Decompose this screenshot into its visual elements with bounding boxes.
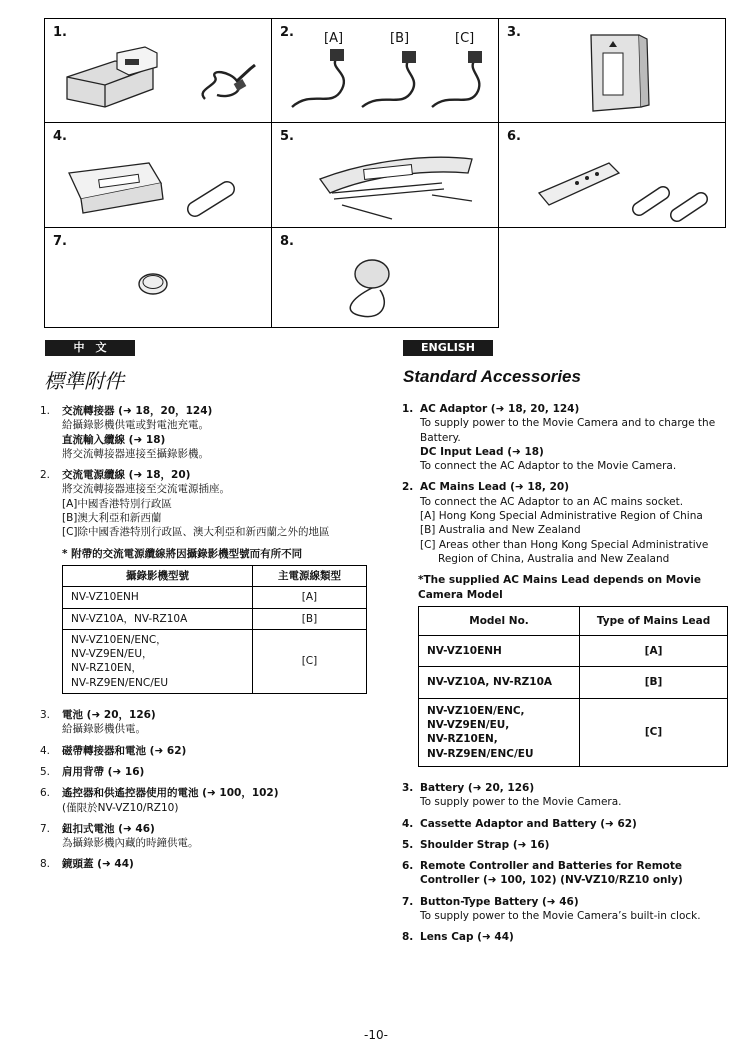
list-item — [40, 744, 370, 758]
item-heading: Lens Cap (➜ 44) — [420, 931, 514, 944]
cell-number: 6. — [507, 129, 521, 144]
item-number: 3. — [402, 781, 414, 794]
item-heading: 遙控器和供遙控器使用的電池 (➜ 100，102) — [62, 787, 279, 800]
table-cell: [A] — [580, 636, 728, 667]
item-heading: AC Adaptor (➜ 18, 20, 124) — [420, 403, 580, 415]
chinese-accessory-list — [40, 404, 370, 879]
item-number: 7. — [40, 822, 51, 835]
table-cell: [A] — [252, 587, 366, 608]
list-item — [402, 781, 728, 810]
item-text: To supply power to the Movie Camera’s built-in clock. — [420, 910, 701, 923]
item-number: 8. — [402, 931, 414, 944]
english-accessory-list — [402, 402, 728, 952]
cell-label-b: [B] — [390, 31, 410, 46]
item-heading: 電池 (➜ 20，126) — [62, 709, 156, 722]
item-text: 將交流轉接器連接至攝錄影機。 — [62, 447, 209, 460]
item-heading: 交流電源纜線 (➜ 18，20) — [62, 469, 191, 482]
battery-icon — [499, 19, 727, 124]
table-row — [419, 698, 728, 766]
illustration-button-battery — [44, 227, 272, 328]
item-heading: Button-Type Battery (➜ 46) — [420, 895, 579, 908]
cell-number: 8. — [280, 234, 294, 249]
item-heading: Remote Controller and Batteries for Remote Controller (➜ 100, 102) (NV-VZ10/RZ10 only) — [420, 860, 683, 887]
item-text: (僅限於NV-VZ10/RZ10) — [62, 801, 179, 814]
list-item — [40, 404, 370, 461]
cell-number: 1. — [53, 25, 67, 40]
item-heading: 交流轉接器 (➜ 18，20，124) — [62, 405, 213, 417]
list-item — [40, 765, 370, 779]
list-item — [40, 468, 370, 539]
item-heading: 直流輸入纜線 (➜ 18) — [62, 433, 166, 446]
item-text: To supply power to the Movie Camera. — [420, 796, 622, 809]
item-number: 5. — [40, 765, 51, 778]
table-cell: NV-VZ10EN/ENC, NV-VZ9EN/EU, NV-RZ10EN, NV-RZ9EN/ENC/EU — [419, 698, 580, 766]
item-heading: 肩用背帶 (➜ 16) — [62, 765, 145, 778]
table-header: Model No. — [419, 606, 580, 635]
mains-lead-table — [418, 606, 728, 767]
language-label-english: ENGLISH — [403, 340, 493, 356]
mains-lead-icon — [272, 19, 500, 124]
item-number: 4. — [40, 744, 51, 757]
item-number: 8. — [40, 858, 51, 871]
item-number: 2. — [40, 469, 51, 482]
item-number: 4. — [402, 817, 414, 830]
item-number: 7. — [402, 895, 414, 908]
item-text: To connect the AC Adaptor to the Movie Camera. — [420, 460, 677, 473]
table-header: 攝錄影機型號 — [63, 565, 253, 586]
page-title-chinese: 標準附件 — [44, 369, 124, 393]
remote-controller-icon — [499, 123, 727, 229]
item-text: 給攝錄影機供電。 — [62, 723, 146, 736]
item-number: 5. — [402, 838, 414, 851]
table-cell: [B] — [252, 608, 366, 629]
item-text: 為攝錄影機內藏的時鐘供電。 — [62, 837, 199, 850]
language-label-chinese: 中 文 — [45, 340, 135, 356]
table-header: Type of Mains Lead — [580, 606, 728, 635]
illustration-battery — [498, 18, 726, 123]
item-text: [C] Areas other than Hong Kong Special Administrative Region of China, Australia and New Zealand — [420, 538, 709, 565]
item-number: 1. — [402, 403, 414, 415]
illustration-ac-adaptor — [44, 18, 272, 123]
lens-cap-icon — [272, 228, 500, 329]
list-item — [402, 402, 728, 473]
item-heading: DC Input Lead (➜ 18) — [420, 445, 544, 458]
page-title-english: Standard Accessories — [403, 367, 581, 386]
table-row — [63, 608, 367, 629]
item-number: 2. — [402, 481, 414, 494]
item-text: [A] Hong Kong Special Administrative Region of China — [420, 510, 703, 523]
cell-number: 4. — [53, 129, 67, 144]
list-item — [40, 822, 370, 851]
table-row — [419, 667, 728, 698]
accessory-illustration-grid — [44, 18, 726, 328]
cassette-adaptor-icon — [45, 123, 273, 229]
item-text: [B] Australia and New Zealand — [420, 524, 581, 537]
item-heading: 鏡頭蓋 (➜ 44) — [62, 858, 134, 871]
item-heading: Cassette Adaptor and Battery (➜ 62) — [420, 817, 637, 830]
item-heading: 鈕扣式電池 (➜ 46) — [62, 822, 155, 835]
table-cell: [B] — [580, 667, 728, 698]
list-item — [402, 838, 728, 852]
table-row — [419, 636, 728, 667]
list-item — [40, 786, 370, 815]
item-text: To connect the AC Adaptor to an AC mains socket. — [420, 495, 684, 508]
table-note: * 附帶的交流電源纜線將因攝錄影機型號而有所不同 — [62, 547, 303, 560]
table-cell: [C] — [580, 698, 728, 766]
item-heading: AC Mains Lead (➜ 18, 20) — [420, 481, 569, 494]
shoulder-strap-icon — [272, 123, 500, 229]
list-item — [402, 895, 728, 924]
illustration-ac-mains-leads — [271, 18, 499, 123]
cell-number: 3. — [507, 25, 521, 40]
item-number: 1. — [40, 405, 51, 417]
table-header: 主電源線類型 — [252, 565, 366, 586]
item-heading: Battery (➜ 20, 126) — [420, 781, 535, 794]
illustration-remote-controller — [498, 122, 726, 228]
list-item — [402, 817, 728, 831]
item-number: 6. — [40, 787, 51, 800]
list-item — [40, 708, 370, 737]
ac-adaptor-icon — [45, 19, 273, 124]
cell-label-c: [C] — [455, 31, 475, 46]
item-text: 將交流轉接器連接至交流電源插座。 — [62, 483, 230, 496]
item-heading: 磁帶轉接器和電池 (➜ 62) — [62, 744, 187, 757]
list-item — [402, 859, 728, 888]
button-battery-icon — [45, 228, 273, 329]
list-item — [40, 857, 370, 871]
item-text: To supply power to the Movie Camera and to charge the Battery. — [420, 417, 716, 444]
cell-number: 2. — [280, 25, 294, 40]
cell-label-a: [A] — [324, 31, 344, 46]
table-cell: NV-VZ10A，NV-RZ10A — [63, 608, 253, 629]
item-number: 6. — [402, 860, 414, 873]
table-cell: NV-VZ10ENH — [419, 636, 580, 667]
list-item — [402, 930, 728, 944]
cell-number: 5. — [280, 129, 294, 144]
illustration-shoulder-strap — [271, 122, 499, 228]
table-cell: NV-VZ10ENH — [63, 587, 253, 608]
item-text: [C]除中國香港特別行政區、澳大利亞和新西蘭之外的地區 — [62, 526, 330, 539]
table-row — [63, 629, 367, 693]
mains-lead-table — [62, 565, 367, 694]
table-note: *The supplied AC Mains Lead depends on Movie Camera Model — [418, 574, 701, 601]
item-number: 3. — [40, 709, 51, 722]
page-number: -10- — [364, 1028, 388, 1042]
table-cell: NV-VZ10EN/ENC， NV-VZ9EN/EU， NV-RZ10EN， NV-RZ9EN/ENC/EU — [63, 629, 253, 693]
list-item — [402, 480, 728, 566]
illustration-lens-cap — [271, 227, 499, 328]
illustration-cassette-adaptor — [44, 122, 272, 228]
cell-number: 7. — [53, 234, 67, 249]
item-text: [A]中國香港特別行政區 — [62, 497, 172, 510]
table-row — [63, 587, 367, 608]
item-text: 給攝錄影機供電或對電池充電。 — [62, 419, 209, 432]
item-text: [B]澳大利亞和新西蘭 — [62, 512, 162, 525]
item-heading: Shoulder Strap (➜ 16) — [420, 838, 550, 851]
table-cell: [C] — [252, 629, 366, 693]
table-cell: NV-VZ10A, NV-RZ10A — [419, 667, 580, 698]
